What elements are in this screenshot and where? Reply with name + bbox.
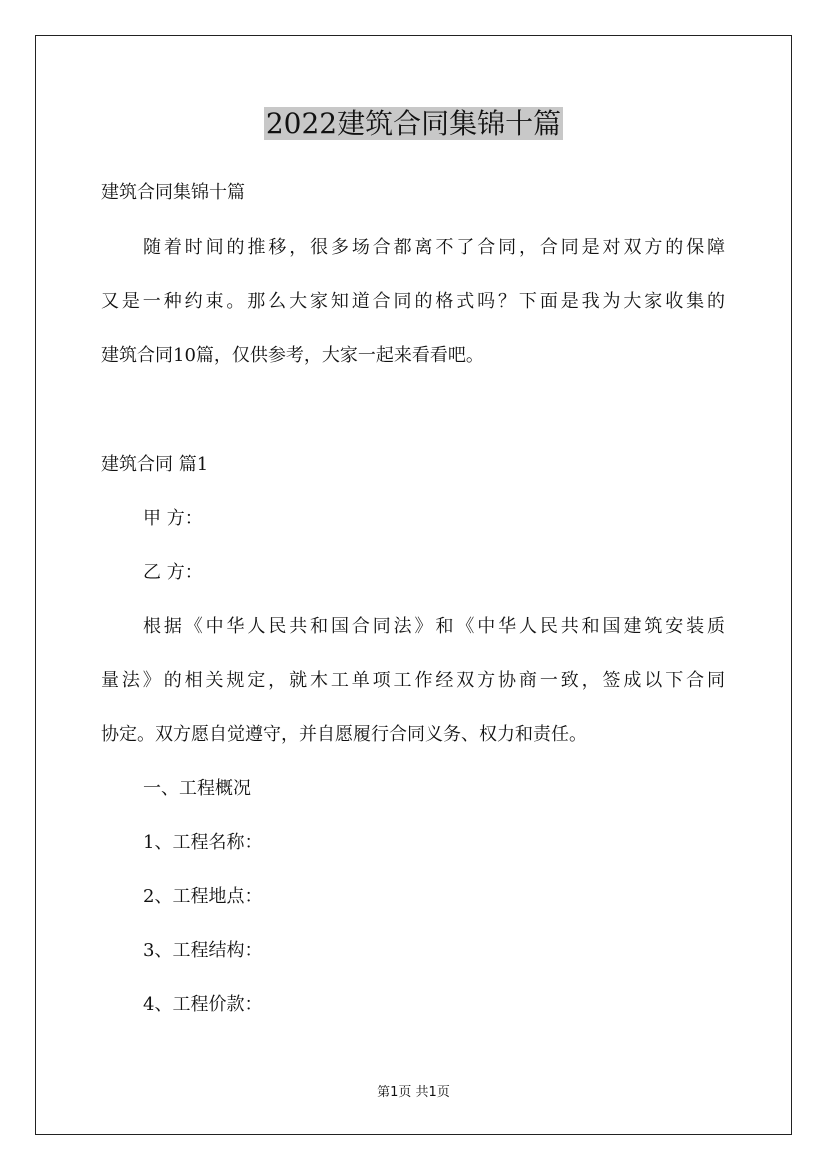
section-heading: 建筑合同 篇1 [101,454,209,475]
party-b-label: 乙 方： [143,562,203,583]
body-line-1: 根据《中华人民共和国合同法》和《中华人民共和国建筑安装质 [143,616,725,637]
document-title-text: 2022建筑合同集锦十篇 [265,107,562,140]
overview-item-name: 1、工程名称： [143,832,263,853]
document-subtitle: 建筑合同集锦十篇 [101,182,245,203]
overview-item-location: 2、工程地点： [143,886,263,907]
body-line-3: 协定。双方愿自觉遵守，并自愿履行合同义务、权力和责任。 [101,724,587,745]
overview-item-price: 4、工程价款： [143,994,263,1015]
party-a-label: 甲 方： [143,508,203,529]
intro-line-1: 随着时间的推移，很多场合都离不了合同，合同是对双方的保障 [143,237,725,258]
page-footer: 第1页 共1页 [377,1085,450,1100]
intro-line-3: 建筑合同10篇，仅供参考，大家一起来看看吧。 [101,345,484,366]
overview-item-structure: 3、工程结构： [143,940,263,961]
intro-line-2: 又是一种约束。那么大家知道合同的格式吗？下面是我为大家收集的 [101,291,725,312]
document-title [0,99,827,149]
overview-heading: 一、工程概况 [143,778,251,799]
body-line-2: 量法》的相关规定，就木工单项工作经双方协商一致，签成以下合同 [101,670,725,691]
